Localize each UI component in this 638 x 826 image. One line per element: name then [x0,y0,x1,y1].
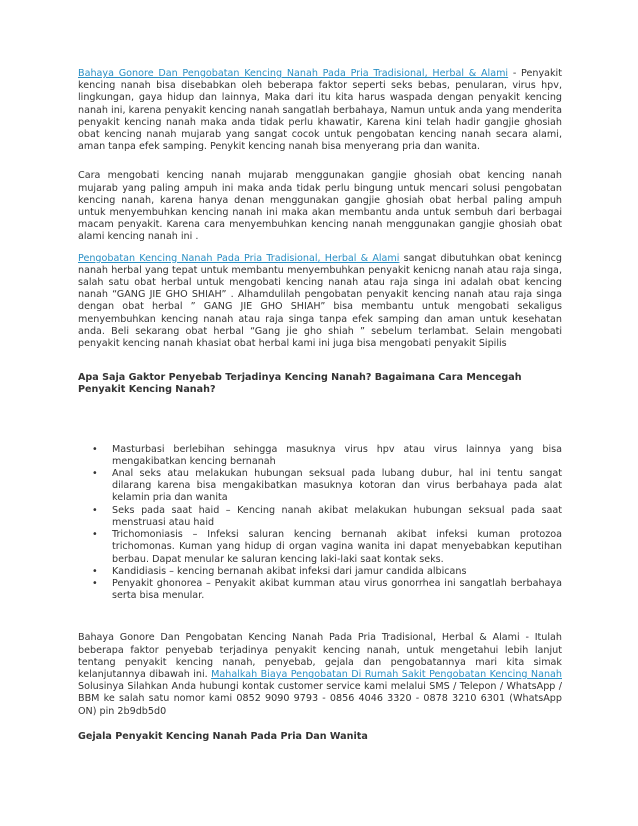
article-link-biaya[interactable]: Mahalkah Biaya Pengobatan Di Rumah Sakit Pengobatan Kencing Nanah [211,668,562,680]
symptoms-heading: Gejala Penyakit Kencing Nanah Pada Pria Dan Wanita [78,730,368,742]
bullet-icon: • [92,504,98,516]
list-item: • Anal seks atau melakukan hubungan seksual pada lubang dubur, hal ini tentu sangat dilarang karena bisa mengakibatkan masuknya kotoran dan virus berbahaya pada alat kelamin pria dan wanita [92,468,562,504]
causes-heading: Apa Saja Gaktor Penyebab Terjadinya Kencing Nanah? Bagaimana Cara Mencegah Penyakit Kencing Nanah? [78,372,522,396]
treatment-paragraph [78,253,562,351]
list-item: • Seks pada saat haid – Kencing nanah akibat melakukan hubungan seksual pada saat menstruasi atau haid [92,504,562,528]
bullet-icon: • [92,529,98,541]
list-item: • Trichomoniasis – Infeksi saluran kencing bernanah akibat infeksi kuman protozoa trichomonas. Kuman yang hidup di organ vagina wanita ini dapat menyebabkan keputihan berbau. Dapat menular ke saluran kencing laki-laki saat kontak seks. [92,529,562,565]
intro-text: - Penyakit kencing nanah bisa disebabkan oleh beberapa faktor seperti seks bebas, penularan, virus hpv, lingkungan, gaya hidup dan lainnya, Maka dari itu kita harus waspada dengan penyakit kencing nanah ini, karena penyakit kencing nanah sangatlah berbahaya, Namun untuk anda yang menderita penyakit kencing nanah maka anda tidak perlu khawatir, Karena kini telah hadir gangjie ghosiah obat kencing nanah mujarab yang sangat cocok untuk pengobatan kencing nanah secara alami, aman tanpa efek samping. Penykit kencing nanah bisa menyerang pria dan wanita. [78,68,562,153]
bullet-icon: • [92,577,98,589]
list-item: • Kandidiasis – kencing bernanah akibat infeksi dari jamur candida albicans [92,565,467,577]
article-link-pengobatan[interactable]: Pengobatan Kencing Nanah Pada Pria Tradisional, Herbal & Alami [78,252,400,264]
causes-list [86,444,562,603]
method-paragraph: Cara mengobati kencing nanah mujarab menggunakan gangjie ghosiah obat kencing nanah mujarab yang paling ampuh ini maka anda tidak perlu bingung untuk mencari solusi pengobatan kencing nanah, karena hanya denan menggunakan gangjie ghosiah obat herbal paling ampuh untuk menyembuhkan kencing nanah ini maka akan membantu anda untuk sembuh dari berbagai macam penyakit. Karena cara menyembuhkan kencing nanah menggunakan gangjie ghosiah obat alami kencing nanah ini . [78,170,562,243]
list-item: • Masturbasi berlebihan sehingga masuknya virus hpv atau virus lainnya yang bisa mengakibatkan kencing bernanah [92,443,562,467]
treatment-text: sangat dibutuhkan obat kenincg nanah herbal yang tepat untuk membantu menyembuhkan penyakit kenicng nanah atau raja singa, salah satu obat herbal untuk mengobati kencing nanah atau raja singa ini adalah obat kencing nanah “GANG JIE GHO SHIAH” . Alhamdulilah pengobatan penyakit kencing nanah atau raja singa dengan obat herbal ” GANG JIE GHO SHIAH” bisa membantu untuk mengobati sekaligus menyembuhkan kencing nanah atau raja singa tanpa efek samping dan aman untuk kesehatan anda. Beli sekarang obat herbal “Gang jie gho shiah ” sebelum terlambat. Selain mengobati penyakit kencing nanah khasiat obat herbal kami ini juga bisa mengobati penyakit Sipilis [78,252,562,350]
article-link-bahaya-gonore[interactable]: Bahaya Gonore Dan Pengobatan Kencing Nanah Pada Pria Tradisional, Herbal & Alami [78,68,509,79]
summary-paragraph [78,632,562,717]
bullet-icon: • [92,443,98,455]
intro-paragraph [78,68,562,153]
bullet-icon: • [92,565,98,577]
document-page [78,68,562,743]
contact-text: Solusinya Silahkan Anda hubungi kontak customer service kami melalui SMS / Telepon / WhatsApp / BBM ke salah satu nomor kami 0852 9090 9793 - 0856 4046 3320 - 0878 3210 6301 (WhatsApp ON) pin 2b9db5d0 [78,681,562,717]
list-item: • Penyakit ghonorea – Penyakit akibat kumman atau virus gonorrhea ini sangatlah berbahaya serta bisa menular. [92,577,562,602]
summary-text: Bahaya Gonore Dan Pengobatan Kencing Nanah Pada Pria Tradisional, Herbal & Alami - Itulah beberapa faktor penyebab terjadinya penyakit kencing nanah, untuk mengetahui lebih lanjut tentang penyakit kencing nanah, penyebab, gejala dan pengobatannya mari kita simak kelanjutannya dibawah ini. [78,632,562,680]
bullet-icon: • [92,468,98,480]
